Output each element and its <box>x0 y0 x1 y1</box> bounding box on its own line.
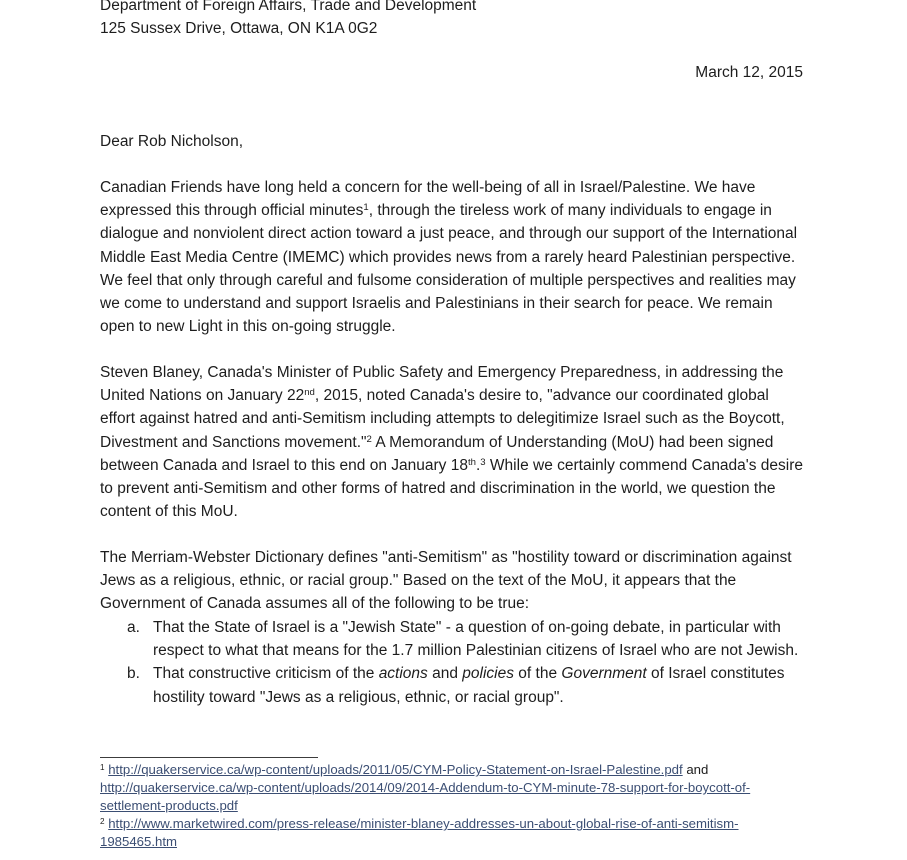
sender-address <box>100 0 807 40</box>
text-segment: . <box>475 456 481 474</box>
text-segment: of the <box>514 665 562 683</box>
text-segment: Canadian Friends have long held a concern for the well-being of all in Israel/Palestine. We have expressed this through official minutes <box>100 179 756 220</box>
footnotes-section <box>100 761 810 851</box>
list-item-b-text <box>153 662 803 708</box>
list-item-a <box>127 616 805 662</box>
text-segment: actions <box>378 665 428 683</box>
text-segment: policies <box>462 665 514 683</box>
salutation: Dear Rob Nicholson, <box>100 133 244 150</box>
list-marker-a: a. <box>127 619 140 636</box>
lettered-list <box>127 616 805 709</box>
footnote-ref: 1 <box>363 202 369 214</box>
text-segment: and <box>427 665 463 683</box>
footnote-ref: 1 <box>100 762 105 772</box>
paragraph-concern <box>100 176 807 338</box>
list-item-b <box>127 662 805 708</box>
list-item-a-text <box>153 616 803 662</box>
footnote-1 <box>100 761 810 815</box>
text-segment: A Memorandum of Understanding (MoU) had been signed between Canada and Israel to this end on January 18 <box>100 433 774 474</box>
list-marker-b: b. <box>127 665 140 683</box>
text-segment: and <box>682 762 709 777</box>
paragraph-blaney-mou <box>100 361 807 523</box>
text-segment: of Israel constitutes hostility toward "Jews as a religious, ethnic, or racial group". <box>153 665 785 706</box>
letter-date: March 12, 2015 <box>695 64 803 81</box>
footnote-separator <box>100 757 318 758</box>
text-segment: , 2015, noted Canada's desire to, "advance our coordinated global effort against hatred and anti-Semitism including attempts to delegitimize Israel such as the Boycott, Divestment and Sanctions movement." <box>100 387 785 451</box>
footnote-ref: th <box>467 457 476 469</box>
footnote-link[interactable]: http://quakerservice.ca/wp-content/uploads/2014/09/2014-Addendum-to-CYM-minute-78-support-for-boycott-of-settlement-products.pdf <box>100 780 751 813</box>
footnote-ref: nd <box>304 387 315 399</box>
text-segment: , through the tireless work of many individuals to engage in dialogue and nonviolent direct action toward a just peace, and through our support of the International Middle East Media Centre (IMEMC) which provides news from a rarely heard Palestinian perspective. We feel that only through careful and fulsome consideration of multiple perspectives and realities may we come to understand and support Israelis and Palestinians in their search for peace. We remain open to new Light in this on-going struggle. <box>100 202 798 336</box>
footnote-link[interactable]: http://www.marketwired.com/press-release/minister-blaney-addresses-un-about-global-rise-of-anti-semitism-1985465.htm <box>100 816 739 849</box>
text-segment: Government <box>561 665 647 683</box>
text-segment: That constructive criticism of the <box>153 665 379 683</box>
footnote-link[interactable]: http://quakerservice.ca/wp-content/uploads/2011/05/CYM-Policy-Statement-on-Israel-Palestine.pdf <box>108 762 683 777</box>
address-line-2: 125 Sussex Drive, Ottawa, ON K1A 0G2 <box>100 20 378 38</box>
footnote-ref: 2 <box>100 816 105 826</box>
text-segment: That the State of Israel is a "Jewish State" - a question of on-going debate, in particular with respect to what that means for the 1.7 million Palestinian citizens of Israel who are not Jewish. <box>153 619 799 660</box>
text-segment: While we certainly commend Canada's desire to prevent anti-Semitism and other forms of hatred and discrimination in the world, we question the content of this MoU. <box>100 456 804 521</box>
text-segment: The Merriam-Webster Dictionary defines "anti-Semitism" as "hostility toward or discrimination against Jews as a religious, ethnic, or racial group." Based on the text of the MoU, it appears that the Government of Canada assumes all of the following to be true: <box>100 549 792 613</box>
footnote-ref: 3 <box>480 457 486 469</box>
paragraph-definition <box>100 546 807 616</box>
footnote-ref: 2 <box>366 433 372 445</box>
footnote-2 <box>100 815 810 851</box>
address-line-1: Department of Foreign Affairs, Trade and Development <box>100 0 477 14</box>
text-segment: Steven Blaney, Canada's Minister of Public Safety and Emergency Preparedness, in addressing the United Nations on January 22 <box>100 364 784 405</box>
